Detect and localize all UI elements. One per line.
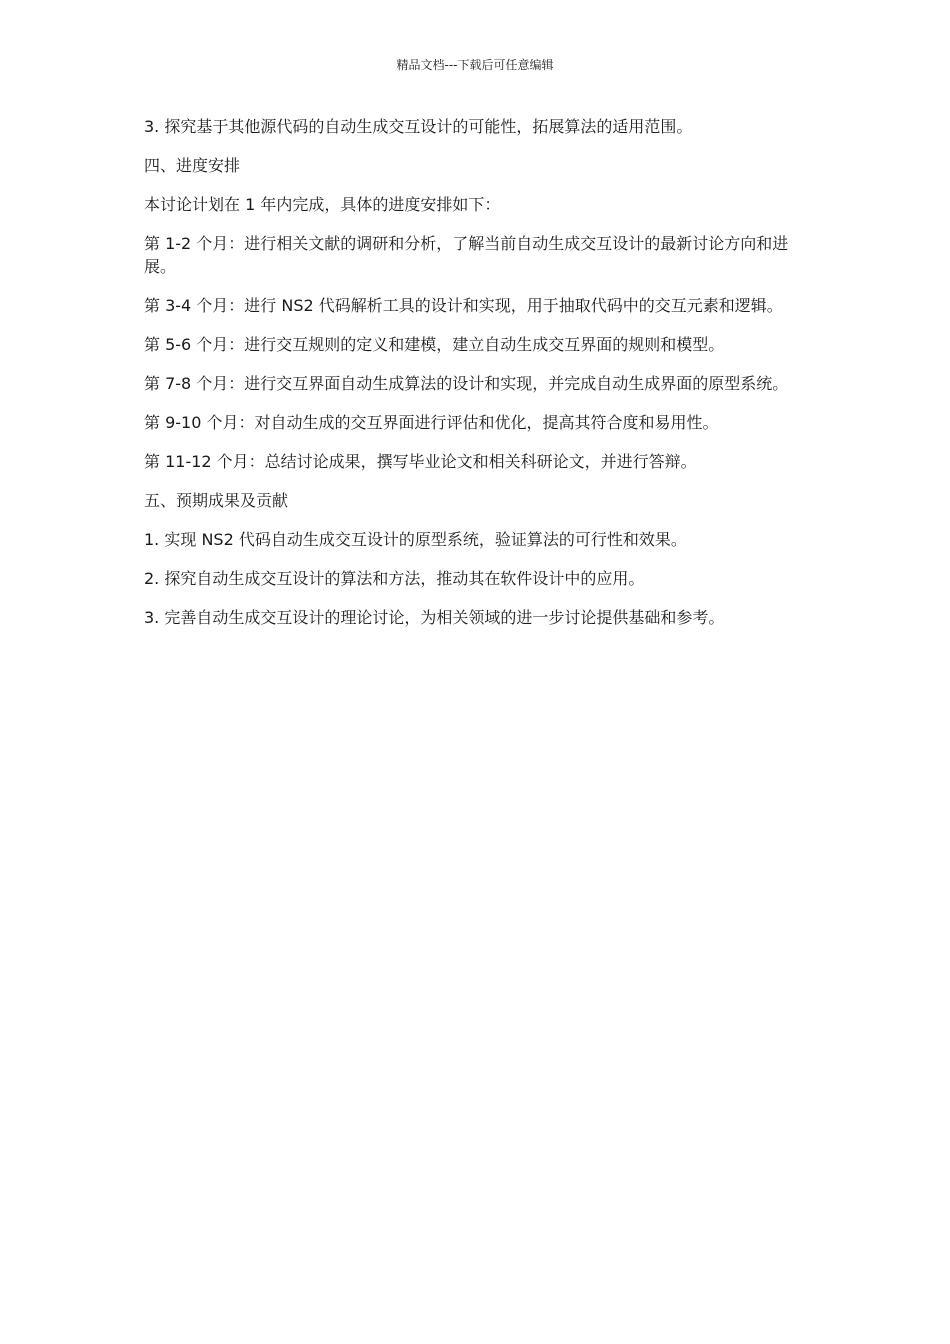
schedule-item-months-3-4: 第 3-4 个月：进行 NS2 代码解析工具的设计和实现，用于抽取代码中的交互元素和逻辑。 [144,296,783,315]
schedule-item-months-1-2: 第 1-2 个月：进行相关文献的调研和分析，了解当前自动生成交互设计的最新讨论方向和进展。 [144,234,789,276]
outcome-item-1: 1. 实现 NS2 代码自动生成交互设计的原型系统，验证算法的可行性和效果。 [144,530,687,549]
goal-item-3: 3. 探究基于其他源代码的自动生成交互设计的可能性，拓展算法的适用范围。 [144,117,693,136]
schedule-item-months-5-6: 第 5-6 个月：进行交互规则的定义和建模，建立自动生成交互界面的规则和模型。 [144,335,725,354]
schedule-item-months-9-10: 第 9-10 个月：对自动生成的交互界面进行评估和优化，提高其符合度和易用性。 [144,413,719,432]
outcome-item-3: 3. 完善自动生成交互设计的理论讨论，为相关领域的进一步讨论提供基础和参考。 [144,608,725,627]
outcome-item-2: 2. 探究自动生成交互设计的算法和方法，推动其在软件设计中的应用。 [144,569,645,588]
schedule-item-months-11-12: 第 11-12 个月：总结讨论成果，撰写毕业论文和相关科研论文，并进行答辩。 [144,452,697,471]
page-header: 精品文档---下载后可任意编辑 [396,58,554,72]
document-body [144,115,808,645]
schedule-item-months-7-8: 第 7-8 个月：进行交互界面自动生成算法的设计和实现，并完成自动生成界面的原型系统。 [144,374,789,393]
section-heading-schedule: 四、进度安排 [144,156,241,175]
section-heading-outcomes: 五、预期成果及贡献 [144,491,289,510]
schedule-intro: 本讨论计划在 1 年内完成，具体的进度安排如下： [144,195,501,214]
